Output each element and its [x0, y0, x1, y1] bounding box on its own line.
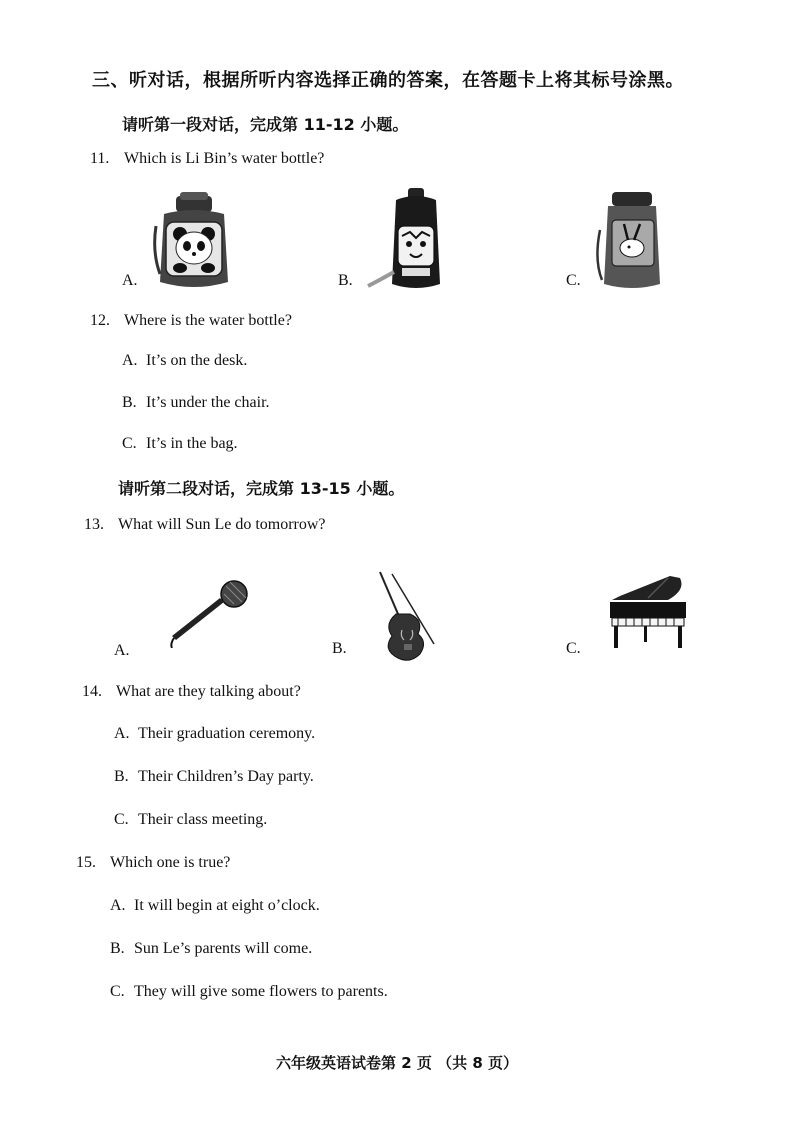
instruction-dialogue-2: 请听第二段对话，完成第 13-15 小题。 — [118, 479, 405, 498]
option-letter: A. — [114, 725, 130, 742]
question-13 — [84, 516, 326, 534]
q13-option-b-label[interactable]: B. — [332, 640, 347, 657]
option-text: It’s in the bag. — [146, 435, 238, 452]
question-11 — [90, 150, 324, 168]
option-letter: C. — [122, 435, 137, 452]
question-number: 12. — [90, 312, 110, 329]
option-letter: B. — [122, 394, 137, 411]
piano-icon[interactable] — [608, 574, 688, 650]
q11-option-c-label[interactable]: C. — [566, 272, 581, 289]
q11-option-a-label[interactable]: A. — [122, 272, 138, 289]
question-number: 11. — [90, 150, 110, 167]
violin-icon[interactable] — [374, 570, 442, 662]
section-title: 三、听对话，根据所听内容选择正确的答案，在答题卡上将其标号涂黑。 — [92, 70, 684, 91]
question-12 — [90, 312, 292, 330]
rabbit-water-bottle-icon[interactable] — [594, 190, 670, 292]
option-letter: A. — [122, 352, 138, 369]
question-number: 13. — [84, 516, 104, 533]
tiger-water-bottle-icon[interactable] — [366, 186, 466, 294]
option-letter: A. — [110, 897, 126, 914]
question-text: What are they talking about? — [116, 683, 301, 700]
q13-option-c-label[interactable]: C. — [566, 640, 581, 657]
q13-option-a-label[interactable]: A. — [114, 642, 130, 659]
question-number: 15. — [76, 854, 96, 871]
option-text: It’s under the chair. — [146, 394, 270, 411]
question-15 — [76, 854, 230, 872]
option-text: They will give some flowers to parents. — [134, 983, 388, 1000]
option-letter: C. — [110, 983, 125, 1000]
option-text: Sun Le’s parents will come. — [134, 940, 313, 957]
q14-option-b[interactable] — [114, 768, 314, 786]
question-text: What will Sun Le do tomorrow? — [118, 516, 326, 533]
q12-option-a[interactable] — [122, 352, 247, 370]
option-letter: B. — [110, 940, 125, 957]
option-text: Their Children’s Day party. — [138, 768, 314, 785]
q14-option-a[interactable] — [114, 725, 315, 743]
page-footer: 六年级英语试卷第 2 页 （共 8 页） — [276, 1054, 518, 1072]
option-text: Their class meeting. — [138, 811, 268, 828]
panda-water-bottle-icon[interactable] — [150, 192, 238, 292]
option-letter: B. — [114, 768, 129, 785]
option-text: It will begin at eight o’clock. — [134, 897, 320, 914]
question-text: Where is the water bottle? — [124, 312, 292, 329]
q15-option-c[interactable] — [110, 983, 388, 1001]
instruction-dialogue-1: 请听第一段对话，完成第 11-12 小题。 — [122, 115, 409, 134]
q12-option-c[interactable] — [122, 435, 238, 453]
microphone-icon[interactable] — [166, 576, 254, 648]
question-number: 14. — [82, 683, 102, 700]
question-14 — [82, 683, 301, 701]
q12-option-b[interactable] — [122, 394, 270, 412]
question-text: Which one is true? — [110, 854, 231, 871]
q15-option-a[interactable] — [110, 897, 320, 915]
question-text: Which is Li Bin’s water bottle? — [124, 150, 325, 167]
option-text: Their graduation ceremony. — [138, 725, 316, 742]
q11-option-b-label[interactable]: B. — [338, 272, 353, 289]
q15-option-b[interactable] — [110, 940, 312, 958]
q14-option-c[interactable] — [114, 811, 267, 829]
option-text: It’s on the desk. — [146, 352, 248, 369]
option-letter: C. — [114, 811, 129, 828]
